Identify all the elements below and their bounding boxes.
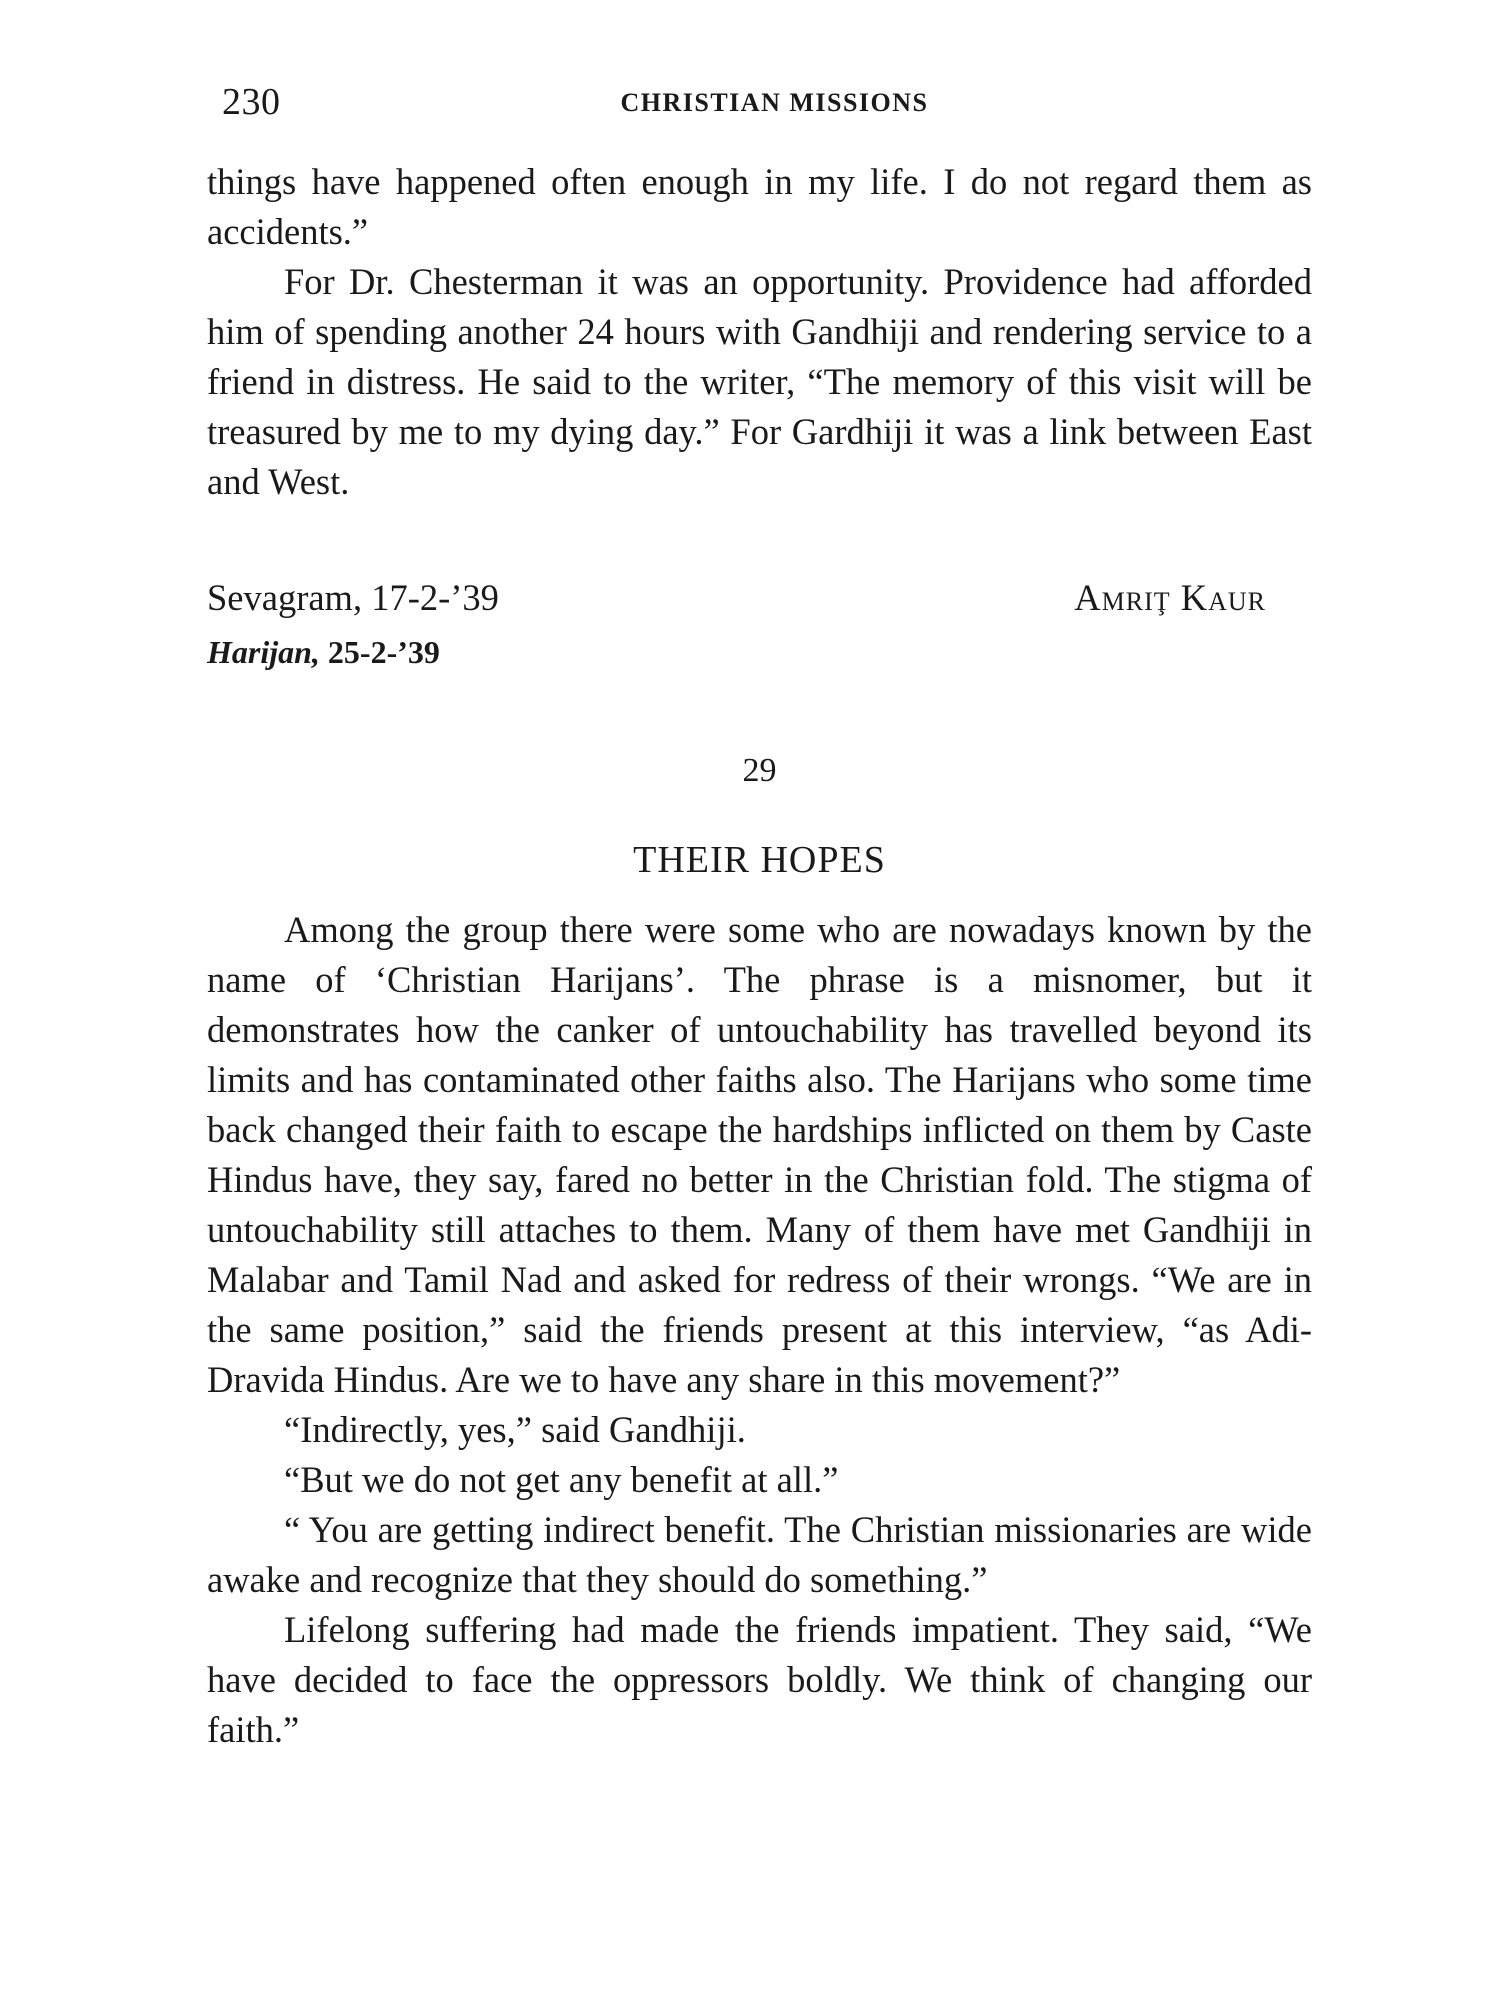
author-signature: Amriţ Kaur bbox=[1074, 577, 1266, 618]
paragraph-group: Among the group there were some who are nowadays known by the name of ‘Christian Harijans’. The phrase is a misnomer, but it demonstrates how the canker of untouchability has travelled beyond its limits and has contaminated other faiths also. The Harijans who some time back changed their faith to escape the hardships inflicted on them by Caste Hindus have, they say, fared no better in the Christian fold. The stigma of untouchability still attaches to them. Many of them have met Gandhiji in Malabar and Tamil Nad and asked for redress of their wrongs. “We are in the same position,” said the friends present at this interview, “as Adi-Dravida Hindus. Are we to have any share in this movement?” bbox=[207, 909, 1312, 1400]
source-citation bbox=[207, 634, 440, 671]
paragraph-continued: things have happened often enough in my life. I do not regard them as accidents.” bbox=[207, 161, 1312, 252]
previous-article-text bbox=[207, 157, 1312, 507]
source-date: 25-2-’39 bbox=[327, 634, 440, 670]
paragraph-no-benefit: “But we do not get any benefit at all.” bbox=[284, 1459, 839, 1500]
signature-row bbox=[207, 576, 1312, 626]
place-date: Sevagram, 17-2-’39 bbox=[207, 577, 499, 618]
paragraph-lifelong: Lifelong suffering had made the friends impatient. They said, “We have decided to face the oppressors boldly. We think of changing our faith.” bbox=[207, 1609, 1312, 1750]
paragraph-chesterman: For Dr. Chesterman it was an opportunity. Providence had afforded him of spending another 24 hours with Gandhiji and rendering service to a friend in distress. He said to the writer, “The memory of this visit will be treasured by me to my dying day.” For Gardhiji it was a link between East and West. bbox=[207, 261, 1312, 502]
running-title: CHRISTIAN MISSIONS bbox=[620, 88, 929, 117]
page-number: 230 bbox=[222, 81, 281, 123]
paragraph-indirect-benefit: “ You are getting indirect benefit. The Christian missionaries are wide awake and recognize that they should do something.” bbox=[207, 1509, 1312, 1600]
article-text bbox=[207, 905, 1312, 1755]
section-title: THEIR HOPES bbox=[633, 839, 886, 881]
running-head bbox=[207, 80, 1312, 130]
source-title: Harijan, bbox=[207, 634, 320, 670]
section-number: 29 bbox=[742, 752, 777, 789]
paragraph-indirectly: “Indirectly, yes,” said Gandhiji. bbox=[284, 1409, 746, 1450]
